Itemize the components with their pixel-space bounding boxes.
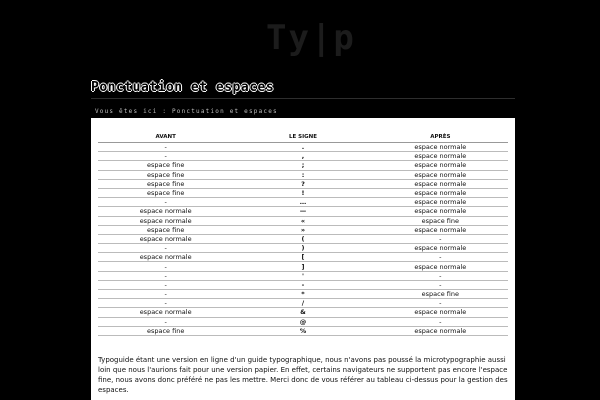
cell-after: espace normale [373, 262, 508, 271]
table-row [98, 198, 508, 207]
table-row [98, 170, 508, 179]
table-row [98, 262, 508, 271]
cell-before: - [98, 143, 233, 152]
cell-before: - [98, 198, 233, 207]
cell-before: - [98, 262, 233, 271]
cell-before: espace fine [98, 225, 233, 234]
cell-sign: % [233, 326, 372, 335]
cell-sign: » [233, 225, 372, 234]
cell-sign: ; [233, 161, 372, 170]
cell-sign: , [233, 152, 372, 161]
cell-after: espace normale [373, 207, 508, 216]
cell-after: espace normale [373, 198, 508, 207]
cell-after: - [373, 299, 508, 308]
cell-before: - [98, 317, 233, 326]
table-row [98, 188, 508, 197]
table-row [98, 179, 508, 188]
cell-after: espace fine [373, 216, 508, 225]
table-row [98, 253, 508, 262]
cell-after: - [373, 271, 508, 280]
cell-before: espace fine [98, 161, 233, 170]
cell-sign: : [233, 170, 372, 179]
table-row [98, 234, 508, 243]
cell-after: espace normale [373, 152, 508, 161]
cell-after: - [373, 280, 508, 289]
cell-before: espace fine [98, 326, 233, 335]
cell-before: espace normale [98, 216, 233, 225]
cell-after: - [373, 234, 508, 243]
cell-after: espace normale [373, 188, 508, 197]
table-row [98, 280, 508, 289]
column-header-before: AVANT [98, 131, 233, 143]
cell-sign: ? [233, 179, 372, 188]
table-body [98, 143, 508, 336]
cell-sign: ' [233, 271, 372, 280]
cell-before: - [98, 299, 233, 308]
table-row [98, 317, 508, 326]
table-row [98, 225, 508, 234]
column-header-sign: LE SIGNE [233, 131, 372, 143]
cell-sign: - [233, 280, 372, 289]
table-row [98, 152, 508, 161]
cell-after: - [373, 253, 508, 262]
content-panel [91, 118, 515, 400]
cell-sign: … [233, 198, 372, 207]
cell-before: espace normale [98, 308, 233, 317]
cell-before: espace normale [98, 207, 233, 216]
cell-after: espace normale [373, 308, 508, 317]
cell-sign: ( [233, 234, 372, 243]
table-row [98, 207, 508, 216]
cell-after: espace normale [373, 225, 508, 234]
cell-sign: @ [233, 317, 372, 326]
cell-sign: / [233, 299, 372, 308]
cell-sign: « [233, 216, 372, 225]
cell-before: espace normale [98, 234, 233, 243]
site-logo[interactable]: Ty|p [266, 18, 356, 58]
cell-after: espace normale [373, 326, 508, 335]
cell-before: - [98, 271, 233, 280]
cell-before: espace normale [98, 253, 233, 262]
cell-before: - [98, 244, 233, 253]
cell-before: - [98, 152, 233, 161]
table-row [98, 216, 508, 225]
cell-after: espace normale [373, 161, 508, 170]
cell-sign: . [233, 143, 372, 152]
table-row [98, 271, 508, 280]
table-row [98, 143, 508, 152]
cell-sign: * [233, 290, 372, 299]
cell-sign: & [233, 308, 372, 317]
table-row [98, 161, 508, 170]
cell-before: espace fine [98, 170, 233, 179]
cell-after: espace normale [373, 143, 508, 152]
cell-sign: ] [233, 262, 372, 271]
cell-sign: ! [233, 188, 372, 197]
table-row [98, 326, 508, 335]
cell-before: espace fine [98, 179, 233, 188]
cell-after: espace fine [373, 290, 508, 299]
page-title: Ponctuation et espaces [91, 80, 275, 95]
breadcrumb[interactable]: Vous êtes ici : Ponctuation et espaces [95, 108, 278, 115]
cell-sign: ) [233, 244, 372, 253]
title-divider [91, 98, 515, 99]
table-row [98, 244, 508, 253]
spacing-table [98, 131, 508, 336]
cell-before: - [98, 280, 233, 289]
table-row [98, 290, 508, 299]
table-row [98, 308, 508, 317]
table-row [98, 299, 508, 308]
cell-before: espace fine [98, 188, 233, 197]
footnote-text: Typoguide étant une version en ligne d'un guide typographique, nous n'avons pas poussé la microtypographie aussi loin que nous l'aurions fait pour une version papier. En effet, certains navigateurs ne supportent pas encore l'espace fine, nous avons donc préféré ne pas les mettre. Merci donc de vous référer au tableau ci-dessus pour la gestion des espaces. [98, 356, 508, 394]
table-header-row [98, 131, 508, 143]
cell-sign: — [233, 207, 372, 216]
cell-after: espace normale [373, 179, 508, 188]
column-header-after: APRÈS [373, 131, 508, 143]
cell-before: - [98, 290, 233, 299]
cell-after: - [373, 317, 508, 326]
cell-after: espace normale [373, 244, 508, 253]
cell-sign: [ [233, 253, 372, 262]
cell-after: espace normale [373, 170, 508, 179]
